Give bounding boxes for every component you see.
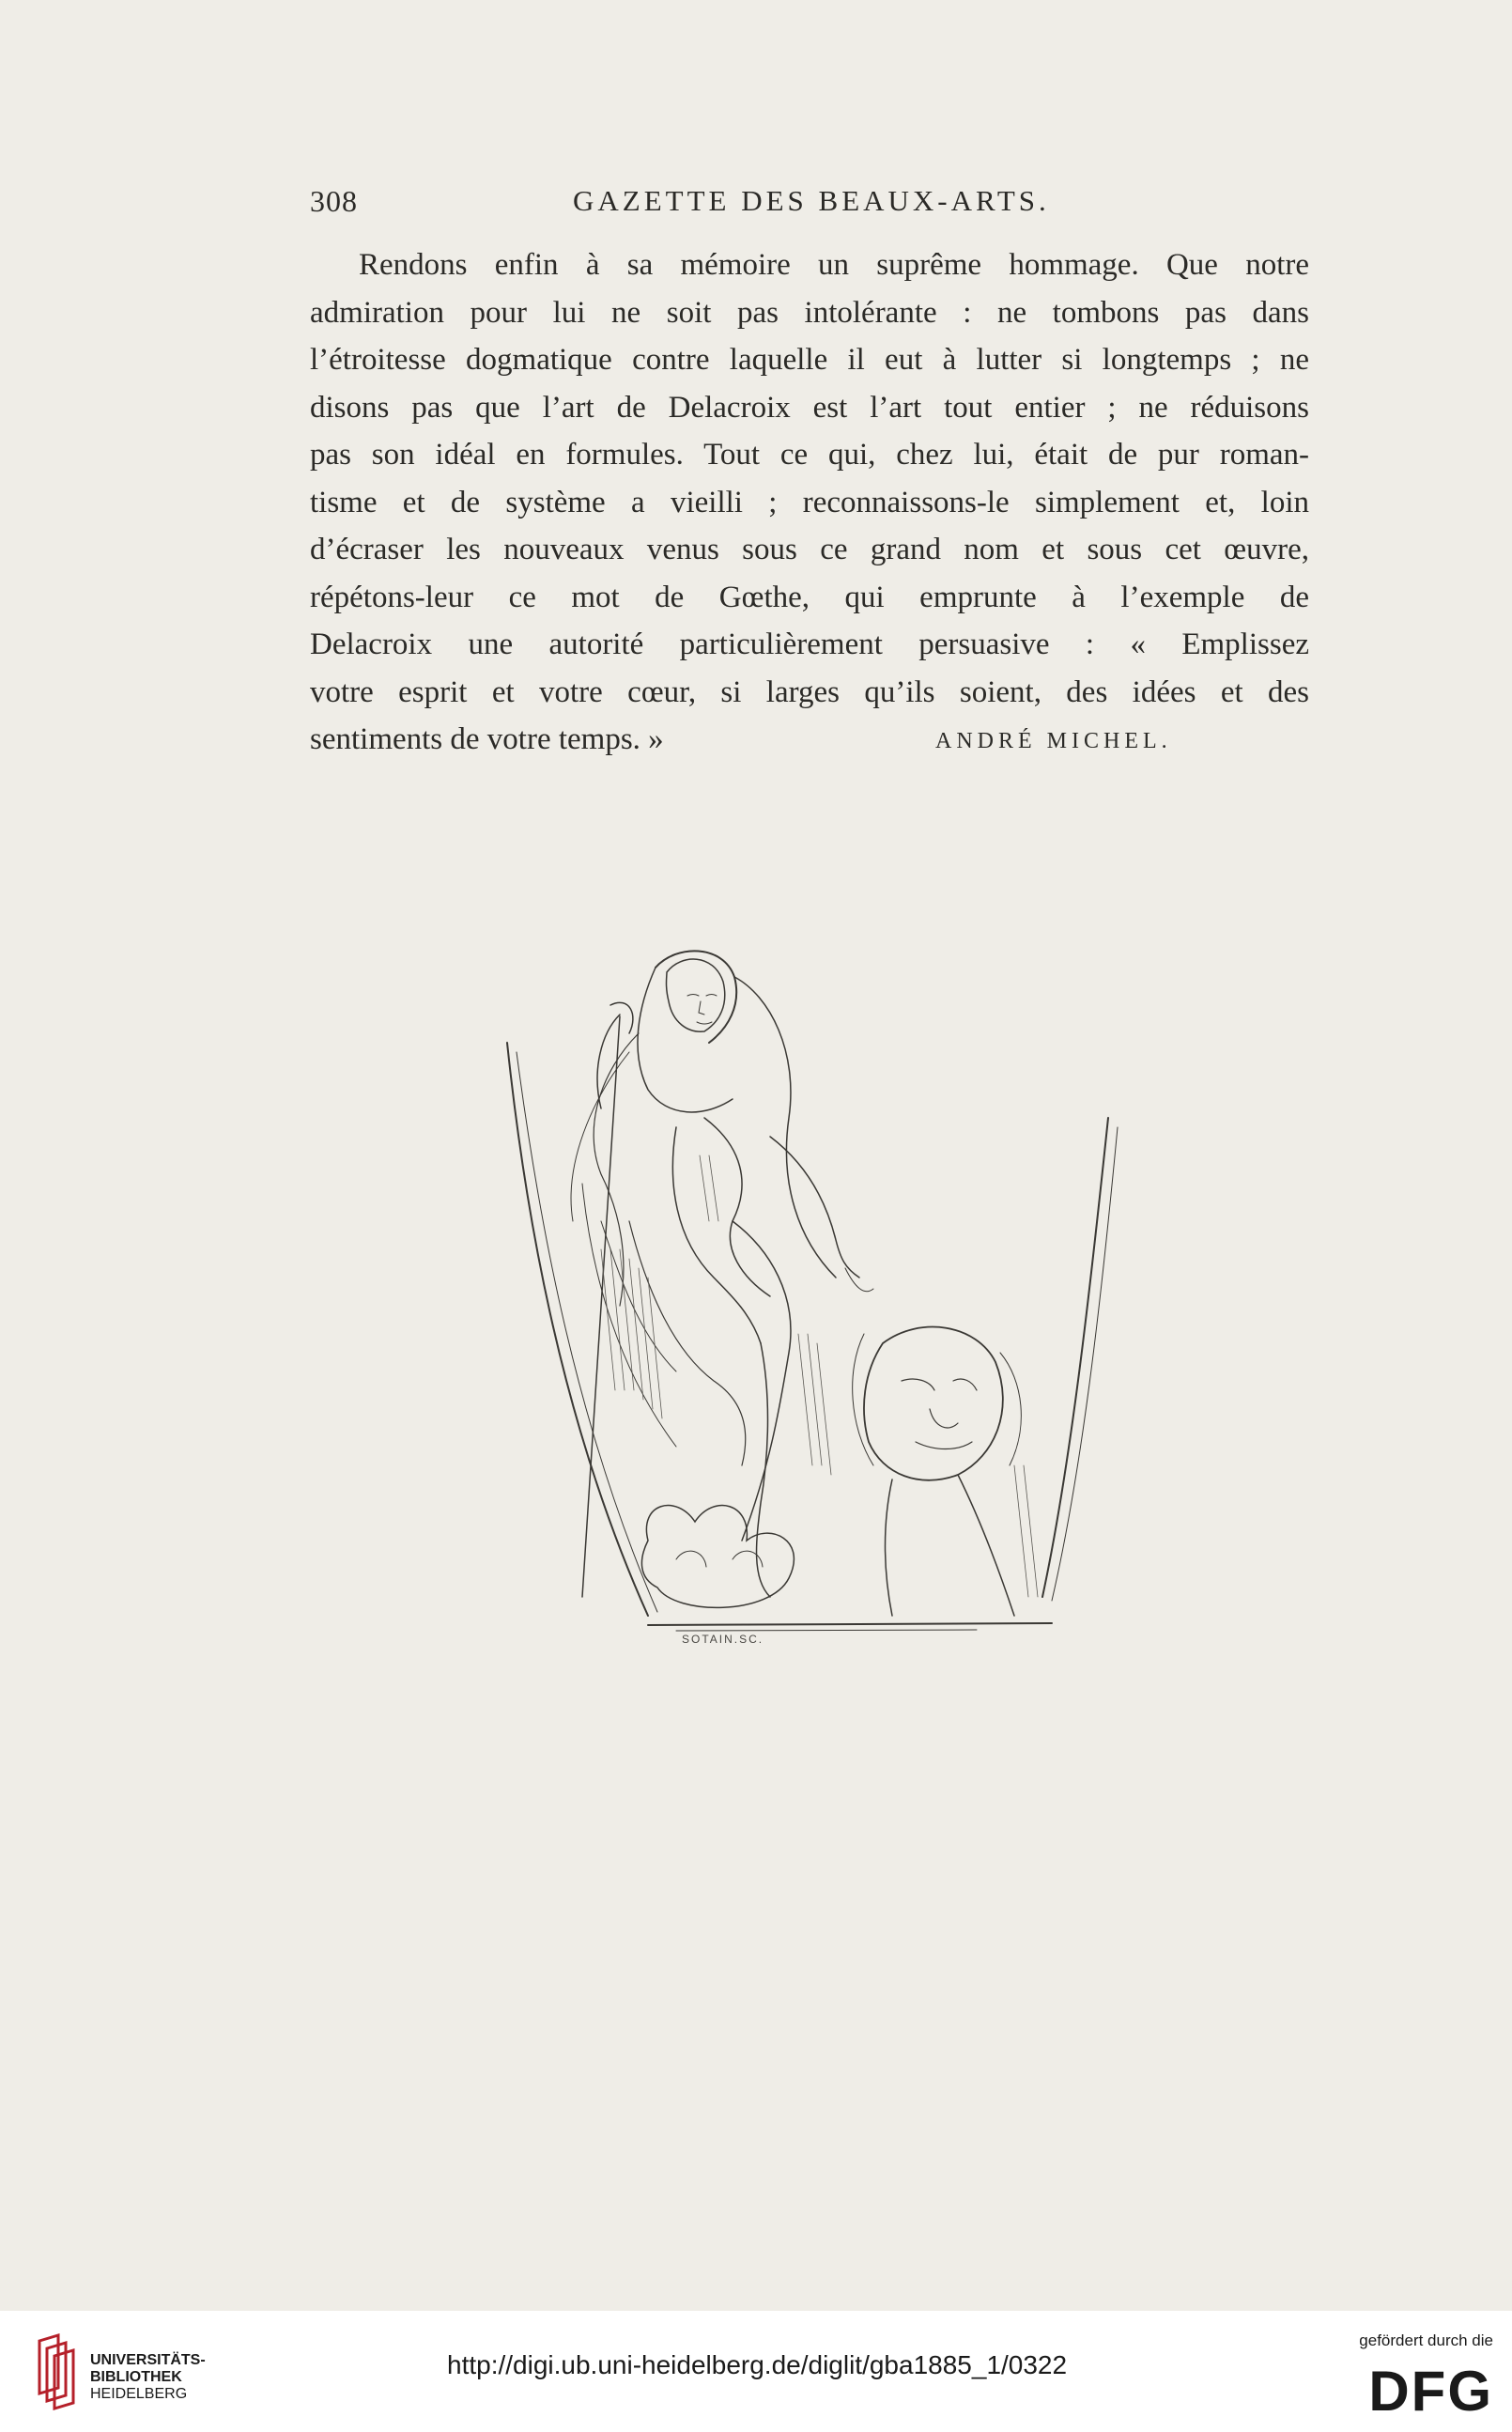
journal-title: GAZETTE DES BEAUX-ARTS. bbox=[573, 184, 1050, 217]
text-line: d’écraser les nouveaux venus sous ce grand nom et sous cet œuvre, bbox=[310, 533, 1309, 566]
text-line: pas son idéal en formules. Tout ce qui, chez lui, était de pur roman- bbox=[310, 438, 1309, 472]
library-name-line: UNIVERSITÄTS- bbox=[90, 2352, 206, 2368]
text-line: l’étroitesse dogmatique contre laquelle il eut à lutter si longtemps ; ne bbox=[310, 343, 1309, 377]
text-line: disons pas que l’art de Delacroix est l’art tout entier ; ne réduisons bbox=[310, 390, 1309, 425]
running-head bbox=[310, 184, 1305, 231]
article-paragraph bbox=[310, 241, 1309, 764]
library-logo-icon bbox=[34, 2331, 83, 2410]
text-line: admiration pour lui ne soit pas intolérante : ne tombons pas dans bbox=[310, 295, 1309, 330]
text-line: votre esprit et votre cœur, si larges qu’ils soient, des idées et des bbox=[310, 674, 1309, 709]
engraving-illustration bbox=[488, 939, 1127, 1672]
engraver-credit: SOTAIN.SC. bbox=[682, 1633, 764, 1646]
library-name bbox=[90, 2352, 206, 2403]
library-name-line: BIBLIOTHEK bbox=[90, 2369, 182, 2385]
dfg-logo: DFG bbox=[1368, 2360, 1493, 2423]
page-number: 308 bbox=[310, 184, 358, 218]
library-name-line: HEIDELBERG bbox=[90, 2386, 188, 2402]
funding-note: gefördert durch die bbox=[1359, 2331, 1493, 2349]
digitization-footer bbox=[0, 2311, 1512, 2432]
permalink-url[interactable]: http://digi.ub.uni-heidelberg.de/diglit/gba1885_1/0322 bbox=[447, 2350, 1068, 2379]
text-line: Delacroix une autorité particulièrement persuasive : « Emplissez bbox=[310, 627, 1309, 661]
author-signature: ANDRÉ MICHEL. bbox=[935, 729, 1172, 753]
text-line: tisme et de système a vieilli ; reconnaissons-le simplement et, loin bbox=[310, 485, 1309, 519]
text-line: Rendons enfin à sa mémoire un suprême hommage. Que notre bbox=[359, 248, 1309, 282]
text-line: sentiments de votre temps. » bbox=[310, 722, 664, 756]
text-line: répétons-leur ce mot de Gœthe, qui emprunte à l’exemple de bbox=[310, 580, 1309, 614]
